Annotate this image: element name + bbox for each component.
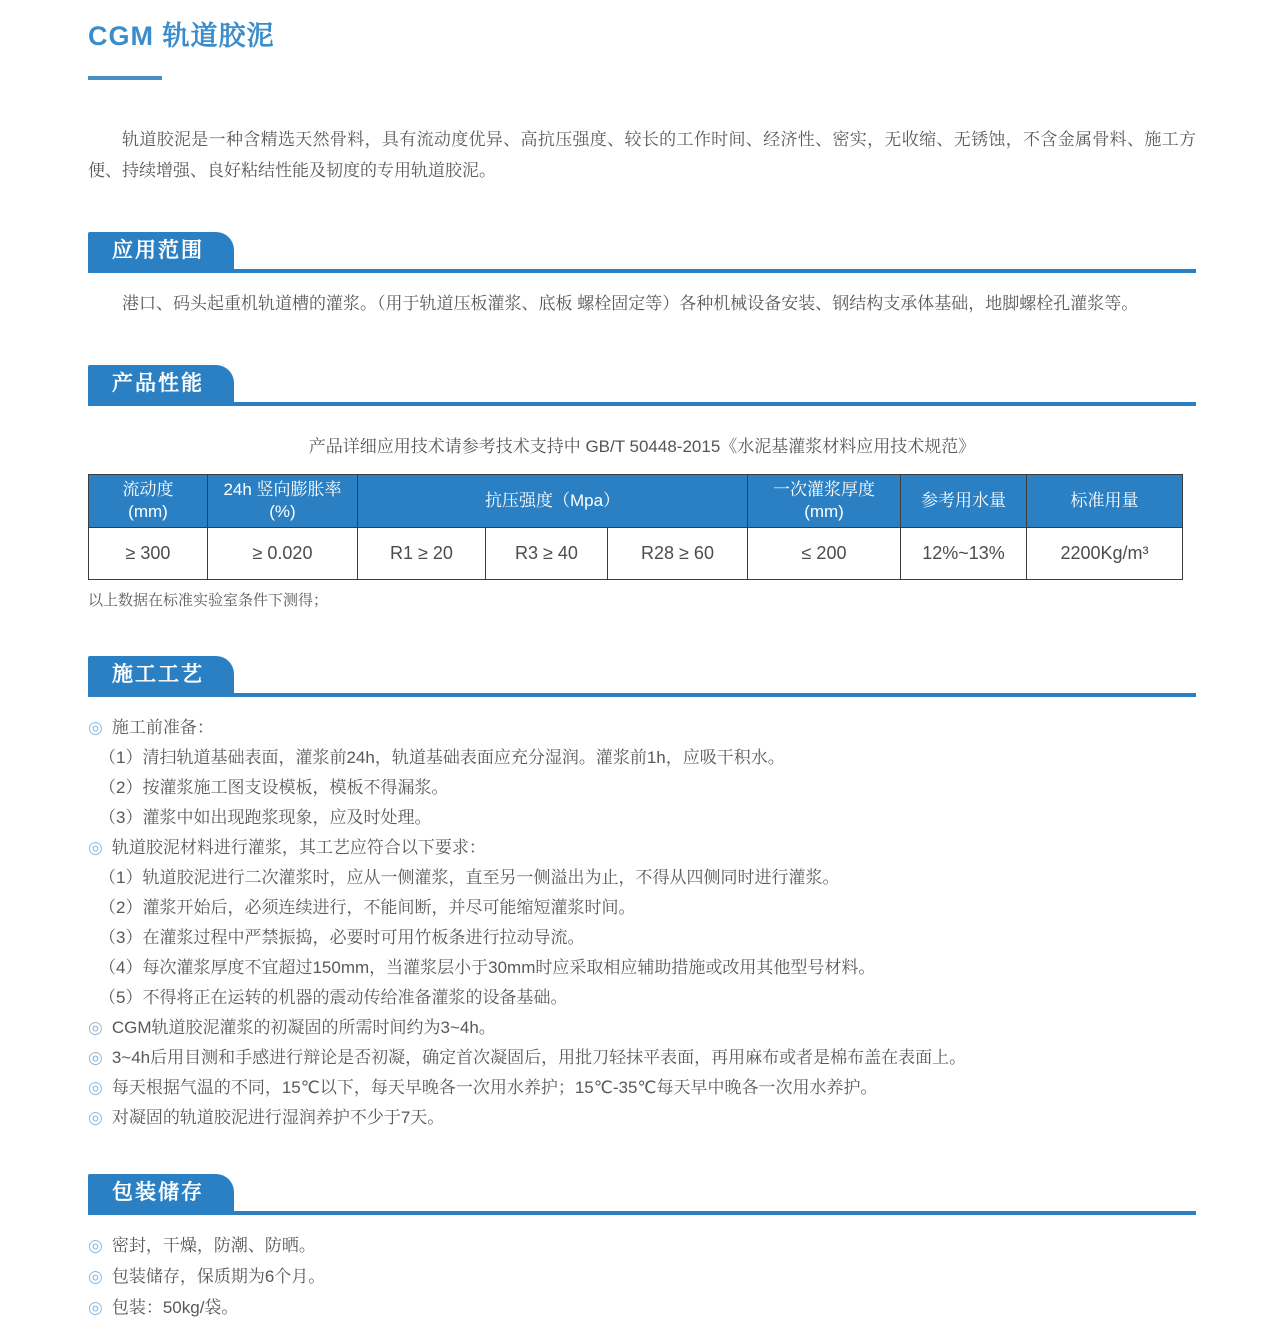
cell-standard-dosage: 2200Kg/m³ [1027, 528, 1183, 580]
section-head-performance [88, 365, 1196, 406]
header-line2: (mm) [128, 502, 168, 521]
performance-table [88, 474, 1183, 580]
cell-strength-r3: R3 ≥ 40 [486, 528, 608, 580]
list-item [88, 1047, 1196, 1068]
list-item [88, 987, 1196, 1008]
circle-bullet-icon: ◎ [88, 1078, 103, 1097]
header-line1: 流动度 [122, 480, 174, 499]
header-water-ratio: 参考用水量 [901, 475, 1027, 528]
list-item [88, 1266, 1196, 1287]
title-underline [88, 76, 162, 80]
cell-water-ratio: 12%~13% [901, 528, 1027, 580]
section-head-packaging [88, 1174, 1196, 1215]
list-item [88, 957, 1196, 978]
list-item-text: 3~4h后用目测和手感进行辩论是否初凝，确定首次凝固后，用批刀轻抹平表面，再用麻布或者是棉布盖在表面上。 [111, 1048, 967, 1067]
list-item-text: 每天根据气温的不同，15℃以下，每天早晚各一次用水养护；15℃-35℃每天早中晚各一次用水养护。 [111, 1078, 878, 1097]
list-item [88, 927, 1196, 948]
list-item-text: （5）不得将正在运转的机器的震动传给准备灌浆的设备基础。 [99, 988, 568, 1007]
header-expansion [208, 475, 358, 528]
circle-bullet-icon: ◎ [88, 1048, 103, 1067]
intro-paragraph: 轨道胶泥是一种含精选天然骨料，具有流动度优异、高抗压强度、较长的工作时间、经济性、密实，无收缩、无锈蚀，不含金属骨料、施工方便、持续增强、良好粘结性能及韧度的专用轨道胶泥。 [88, 130, 1196, 180]
table-header-row [89, 475, 1183, 528]
lab-condition-note: 以上数据在标准实验室条件下测得； [88, 592, 329, 609]
list-item-text: 对凝固的轨道胶泥进行湿润养护不少于7天。 [111, 1108, 445, 1127]
application-content: 港口、码头起重机轨道槽的灌浆。（用于轨道压板灌浆、底板 螺栓固定等）各种机械设备安装、钢结构支承体基础，地脚螺栓孔灌浆等。 [122, 294, 1139, 313]
list-item-text: （4）每次灌浆厚度不宜超过150mm，当灌浆层小于30mm时应采取相应辅助措施或改用其他型号材料。 [99, 958, 876, 977]
list-item [88, 1297, 1196, 1318]
list-item-text: （1）清扫轨道基础表面，灌浆前24h，轨道基础表面应充分湿润。灌浆前1h，应吸干积水。 [99, 748, 785, 767]
list-item-text: 密封，干燥，防潮、防晒。 [111, 1236, 316, 1255]
list-item [88, 837, 1196, 858]
packaging-list [88, 1235, 1196, 1318]
list-item [88, 807, 1196, 828]
section-badge-construction: 施工工艺 [88, 656, 234, 693]
list-item [88, 1235, 1196, 1256]
cell-fluidity: ≥ 300 [89, 528, 208, 580]
list-item [88, 867, 1196, 888]
performance-standard-note: 产品详细应用技术请参考技术支持中 GB/T 50448-2015《水泥基灌浆材料应用技术规范》 [308, 437, 976, 456]
circle-bullet-icon: ◎ [88, 1298, 103, 1317]
list-item [88, 1107, 1196, 1128]
list-item-text: （3）灌浆中如出现跑浆现象，应及时处理。 [99, 808, 432, 827]
list-item-text: 施工前准备： [111, 718, 214, 737]
cell-strength-r28: R28 ≥ 60 [608, 528, 748, 580]
page-title: CGM 轨道胶泥 [88, 21, 275, 51]
cell-pour-thickness: ≤ 200 [748, 528, 901, 580]
header-pour-thickness [748, 475, 901, 528]
construction-list [88, 717, 1196, 1128]
list-item [88, 777, 1196, 798]
header-line1: 一次灌浆厚度 [773, 480, 876, 499]
list-item-text: 包装储存，保质期为6个月。 [111, 1267, 326, 1286]
header-fluidity [89, 475, 208, 528]
list-item-text: （3）在灌浆过程中严禁振捣，必要时可用竹板条进行拉动导流。 [99, 928, 585, 947]
cell-expansion: ≥ 0.020 [208, 528, 358, 580]
circle-bullet-icon: ◎ [88, 1108, 103, 1127]
section-badge-packaging: 包装储存 [88, 1174, 234, 1211]
circle-bullet-icon: ◎ [88, 1018, 103, 1037]
list-item-text: 包装：50kg/袋。 [111, 1298, 239, 1317]
list-item-text: CGM轨道胶泥灌浆的初凝固的所需时间约为3~4h。 [111, 1018, 496, 1037]
section-badge-performance: 产品性能 [88, 365, 234, 402]
list-item [88, 1077, 1196, 1098]
header-line2: (mm) [804, 502, 844, 521]
table-data-row [89, 528, 1183, 580]
circle-bullet-icon: ◎ [88, 838, 103, 857]
section-head-application [88, 232, 1196, 273]
section-badge-application: 应用范围 [88, 232, 234, 269]
cell-strength-r1: R1 ≥ 20 [358, 528, 486, 580]
section-head-construction [88, 656, 1196, 697]
list-item [88, 897, 1196, 918]
circle-bullet-icon: ◎ [88, 1267, 103, 1286]
list-item [88, 1017, 1196, 1038]
header-line2: (%) [269, 502, 296, 521]
circle-bullet-icon: ◎ [88, 718, 103, 737]
header-compressive-strength: 抗压强度（Mpa） [358, 475, 748, 528]
list-item [88, 747, 1196, 768]
list-item-text: （2）灌浆开始后，必须连续进行，不能间断，并尽可能缩短灌浆时间。 [99, 898, 636, 917]
list-item-text: （1）轨道胶泥进行二次灌浆时，应从一侧灌浆，直至另一侧溢出为止，不得从四侧同时进行灌浆。 [99, 868, 840, 887]
list-item-text: （2）按灌浆施工图支设模板，模板不得漏浆。 [99, 778, 449, 797]
header-standard-dosage: 标准用量 [1027, 475, 1183, 528]
header-line1: 24h 竖向膨胀率 [223, 480, 342, 499]
circle-bullet-icon: ◎ [88, 1236, 103, 1255]
list-item-text: 轨道胶泥材料进行灌浆，其工艺应符合以下要求： [111, 838, 486, 857]
list-item [88, 717, 1196, 738]
